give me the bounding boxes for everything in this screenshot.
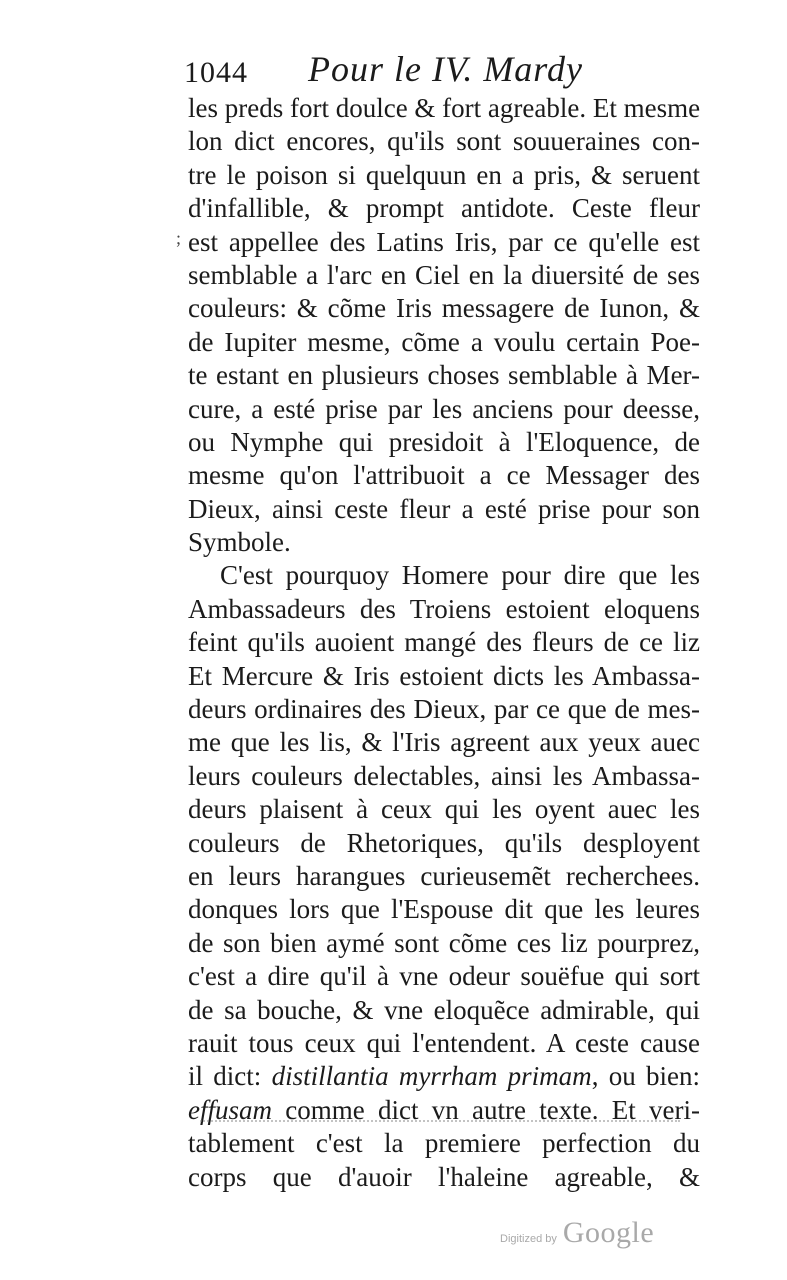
running-head: Pour le IV. Mardy xyxy=(308,49,583,89)
text-line: en leurs harangues curieusemẽt recherchees. xyxy=(188,860,700,891)
watermark-prefix: Digitized by xyxy=(500,1233,557,1245)
text-line: corps que d'auoir l'haleine agreable, & xyxy=(188,1161,700,1192)
text-line: lon dict encores, qu'ils sont souueraines con- xyxy=(188,126,700,157)
text-line: me que les lis, & l'Iris agreent aux yeux auec xyxy=(188,727,700,758)
watermark-logo: Google xyxy=(562,1216,655,1249)
page-number: 1044 xyxy=(184,56,248,89)
text-line: cure, a esté prise par les anciens pour deesse, xyxy=(188,393,700,424)
text-line: couleurs de Rhetoriques, qu'ils desployent xyxy=(188,827,700,858)
margin-mark: ; xyxy=(176,228,182,248)
text-line: deurs ordinaires des Dieux, par ce que de mes- xyxy=(188,694,700,725)
text-line: ou Nymphe qui presidoit à l'Eloquence, de xyxy=(188,426,700,457)
text-line: te estant en plusieurs choses semblable à Mer- xyxy=(188,360,700,391)
page-header xyxy=(184,48,704,92)
text-line: deurs plaisent à ceux qui les oyent auec les xyxy=(188,794,700,825)
text-line: de son bien aymé sont cõme ces liz pourprez, xyxy=(188,927,700,958)
text-line: d'infallible, & prompt antidote. Ceste fleur xyxy=(188,193,700,224)
text-line: semblable a l'arc en Ciel en la diuersité de ses xyxy=(188,259,700,290)
text-line: il dict: distillantia myrrham primam, ou bien: xyxy=(188,1061,700,1092)
text-line: Symbole. xyxy=(188,527,291,558)
text-line: donques lors que l'Espouse dit que les leures xyxy=(188,894,700,925)
text-line: leurs couleurs delectables, ainsi les Ambassa- xyxy=(188,760,700,791)
text-line: est appellee des Latins Iris, par ce qu'elle est xyxy=(188,226,700,257)
text-line: Dieux, ainsi ceste fleur a esté prise pour son xyxy=(188,493,700,524)
text-line: Ambassadeurs des Troiens estoient eloquens xyxy=(188,593,700,624)
body-text xyxy=(188,92,700,1194)
text-line: les preds fort doulce & fort agreable. Et mesme xyxy=(188,93,701,123)
text-line: c'est a dire qu'il à vne odeur souëfue qui sort xyxy=(188,961,700,992)
text-line: Et Mercure & Iris estoient dicts les Ambassa- xyxy=(188,660,700,691)
digitization-watermark xyxy=(500,1216,654,1250)
text-line: C'est pourquoy Homere pour dire que les xyxy=(220,560,700,591)
text-line: de Iupiter mesme, cõme a voulu certain Poe- xyxy=(188,326,700,357)
text-line: rauit tous ceux qui l'entendent. A ceste cause xyxy=(188,1027,700,1058)
text-line: mesme qu'on l'attribuoit a ce Messager des xyxy=(188,460,700,491)
text-line: feint qu'ils auoient mangé des fleurs de ce liz xyxy=(188,627,700,658)
text-line: tre le poison si quelquun en a pris, & seruent xyxy=(188,159,700,190)
text-line: couleurs: & cõme Iris messagere de Iunon, & xyxy=(188,293,700,324)
cut-off-text-fragment xyxy=(200,1120,680,1130)
text-line: tablement c'est la premiere perfection du xyxy=(188,1128,700,1159)
text-line: effusam comme dict vn autre texte. Et veri- xyxy=(188,1094,700,1125)
text-line: de sa bouche, & vne eloquẽce admirable, qui xyxy=(188,994,700,1025)
